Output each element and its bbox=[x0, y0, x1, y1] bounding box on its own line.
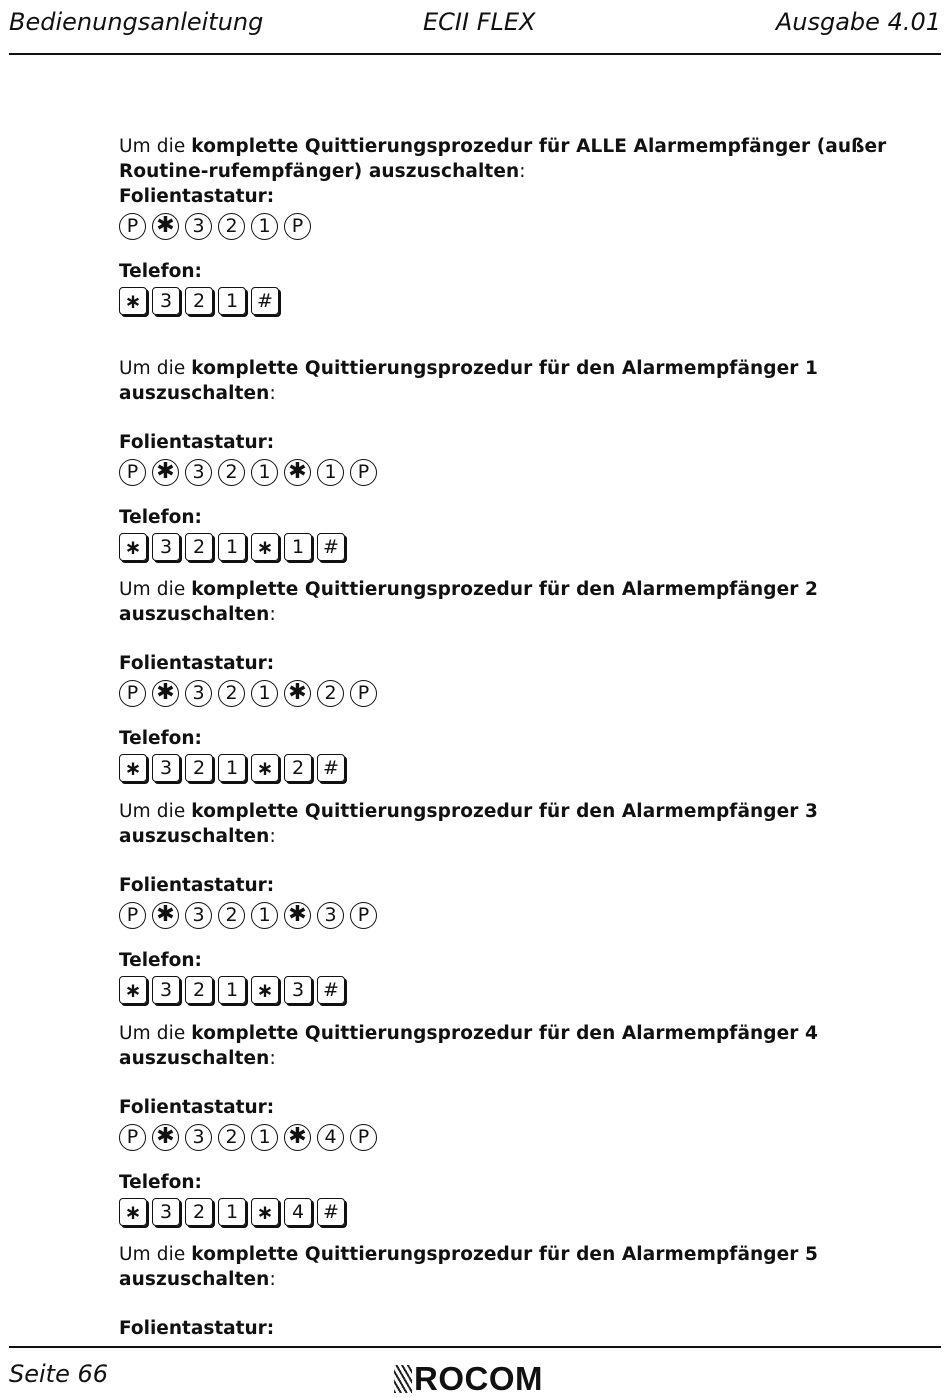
phone-star-key: ∗ bbox=[119, 1198, 147, 1226]
receiver-number: 1 bbox=[805, 358, 819, 379]
phone-digit-key: 1 bbox=[284, 533, 312, 561]
telefon-label: Telefon: bbox=[119, 261, 202, 282]
folientastatur-label: Folientastatur: bbox=[119, 432, 275, 453]
membrane-digit-key: 3 bbox=[185, 680, 212, 707]
membrane-star-key: ✱ bbox=[152, 680, 179, 707]
receiver-number: 5 bbox=[805, 1244, 819, 1265]
phone-star-key: ∗ bbox=[251, 754, 279, 782]
membrane-star-key: ✱ bbox=[152, 213, 179, 240]
instruction-sentence bbox=[119, 1021, 934, 1071]
membrane-p-key: P bbox=[350, 1124, 377, 1151]
membrane-digit-key: 1 bbox=[251, 459, 278, 486]
phone-hash-key: # bbox=[317, 533, 345, 561]
phone-digit-key: 2 bbox=[185, 976, 213, 1004]
membrane-p-key: P bbox=[350, 902, 377, 929]
membrane-p-key: P bbox=[119, 902, 146, 929]
instruction-block bbox=[119, 1242, 934, 1341]
sentence-emphasis-text: auszuschalten bbox=[119, 1269, 270, 1290]
membrane-star-key: ✱ bbox=[152, 459, 179, 486]
membrane-digit-key: 1 bbox=[317, 459, 344, 486]
sentence-emphasis-text: komplette Quittierungsprozedur für den Alarmempfänger bbox=[191, 358, 806, 379]
phone-digit-key: 2 bbox=[185, 533, 213, 561]
logo-wordmark: ROCOM bbox=[414, 1360, 543, 1397]
membrane-digit-key: 1 bbox=[251, 902, 278, 929]
phone-star-key: ∗ bbox=[251, 533, 279, 561]
membrane-key-sequence bbox=[119, 676, 934, 710]
sentence-emphasis-text: komplette Quittierungsprozedur für den Alarmempfänger bbox=[191, 1244, 806, 1265]
membrane-digit-key: 2 bbox=[218, 459, 245, 486]
phone-star-key: ∗ bbox=[119, 287, 147, 315]
phone-key-sequence bbox=[119, 751, 934, 785]
sentence-emphasis bbox=[119, 358, 818, 404]
phone-digit-key: 1 bbox=[218, 754, 246, 782]
membrane-p-key: P bbox=[119, 1124, 146, 1151]
phone-hash-key: # bbox=[317, 754, 345, 782]
instruction-block bbox=[119, 134, 934, 318]
instruction-block bbox=[119, 799, 934, 1007]
instruction-sentence bbox=[119, 356, 934, 406]
membrane-star-key: ✱ bbox=[284, 459, 311, 486]
phone-digit-key: 3 bbox=[284, 976, 312, 1004]
sentence-emphasis bbox=[119, 1244, 818, 1290]
sentence-end: : bbox=[269, 604, 276, 625]
folientastatur-label: Folientastatur: bbox=[119, 875, 275, 896]
phone-digit-key: 2 bbox=[185, 1198, 213, 1226]
phone-digit-key: 4 bbox=[284, 1198, 312, 1226]
membrane-star-key: ✱ bbox=[284, 680, 311, 707]
instruction-sentence bbox=[119, 799, 934, 849]
page-header bbox=[9, 8, 941, 42]
sentence-end: : bbox=[269, 826, 276, 847]
sentence-emphasis-text: auszuschalten bbox=[119, 383, 270, 404]
membrane-digit-key: 3 bbox=[185, 902, 212, 929]
receiver-number: 3 bbox=[805, 801, 819, 822]
sentence-lead: Um die bbox=[119, 358, 192, 379]
phone-key-sequence bbox=[119, 530, 934, 564]
membrane-digit-key: 1 bbox=[251, 213, 278, 240]
phone-digit-key: 3 bbox=[152, 754, 180, 782]
folientastatur-label: Folientastatur: bbox=[119, 653, 275, 674]
instruction-block bbox=[119, 356, 934, 564]
phone-digit-key: 2 bbox=[185, 287, 213, 315]
rocom-logo bbox=[394, 1360, 543, 1398]
sentence-lead: Um die bbox=[119, 1023, 192, 1044]
sentence-emphasis bbox=[119, 1023, 818, 1069]
phone-digit-key: 3 bbox=[152, 1198, 180, 1226]
membrane-digit-key: 3 bbox=[317, 902, 344, 929]
membrane-digit-key: 2 bbox=[218, 902, 245, 929]
phone-key-sequence bbox=[119, 284, 934, 318]
sentence-emphasis-text: komplette Quittierungsprozedur für den Alarmempfänger bbox=[191, 579, 806, 600]
membrane-digit-key: 1 bbox=[251, 680, 278, 707]
header-rule bbox=[9, 53, 941, 55]
telefon-label: Telefon: bbox=[119, 507, 202, 528]
sentence-end: : bbox=[269, 1048, 276, 1069]
sentence-lead: Um die bbox=[119, 136, 192, 157]
phone-hash-key: # bbox=[317, 976, 345, 1004]
phone-digit-key: 3 bbox=[152, 533, 180, 561]
phone-digit-key: 1 bbox=[218, 1198, 246, 1226]
membrane-p-key: P bbox=[284, 213, 311, 240]
sentence-end: : bbox=[269, 1269, 276, 1290]
membrane-digit-key: 3 bbox=[185, 459, 212, 486]
phone-star-key: ∗ bbox=[119, 533, 147, 561]
sentence-lead: Um die bbox=[119, 1244, 192, 1265]
telefon-label: Telefon: bbox=[119, 950, 202, 971]
sentence-emphasis-text: auszuschalten bbox=[119, 604, 270, 625]
receiver-number: 4 bbox=[805, 1023, 819, 1044]
telefon-label: Telefon: bbox=[119, 1172, 202, 1193]
membrane-digit-key: 2 bbox=[218, 680, 245, 707]
membrane-digit-key: 2 bbox=[317, 680, 344, 707]
phone-digit-key: 1 bbox=[218, 287, 246, 315]
membrane-p-key: P bbox=[350, 459, 377, 486]
membrane-digit-key: 3 bbox=[185, 1124, 212, 1151]
phone-star-key: ∗ bbox=[119, 754, 147, 782]
instruction-block bbox=[119, 1021, 934, 1229]
membrane-digit-key: 2 bbox=[218, 213, 245, 240]
phone-key-sequence bbox=[119, 973, 934, 1007]
phone-star-key: ∗ bbox=[251, 976, 279, 1004]
membrane-key-sequence bbox=[119, 898, 934, 932]
membrane-star-key: ✱ bbox=[284, 902, 311, 929]
header-edition: Ausgabe 4.01 bbox=[775, 8, 941, 36]
membrane-key-sequence bbox=[119, 1120, 934, 1154]
phone-digit-key: 2 bbox=[284, 754, 312, 782]
membrane-digit-key: 4 bbox=[317, 1124, 344, 1151]
sentence-emphasis bbox=[119, 579, 818, 625]
sentence-end: : bbox=[269, 383, 276, 404]
page-number: Seite 66 bbox=[9, 1360, 109, 1388]
membrane-star-key: ✱ bbox=[284, 1124, 311, 1151]
sentence-emphasis: komplette Quittierungsprozedur für ALLE Alarmempfänger (außer Routine-rufempfänger) auszuschalten bbox=[119, 136, 887, 182]
sentence-emphasis-text: komplette Quittierungsprozedur für den Alarmempfänger bbox=[191, 1023, 806, 1044]
instruction-sentence bbox=[119, 134, 934, 184]
membrane-digit-key: 1 bbox=[251, 1124, 278, 1151]
membrane-key-sequence bbox=[119, 455, 934, 489]
instruction-sentence bbox=[119, 577, 934, 627]
phone-hash-key: # bbox=[317, 1198, 345, 1226]
folientastatur-label: Folientastatur: bbox=[119, 186, 275, 207]
membrane-p-key: P bbox=[350, 680, 377, 707]
footer-rule bbox=[9, 1346, 941, 1348]
phone-digit-key: 2 bbox=[185, 754, 213, 782]
header-title: Bedienungsanleitung bbox=[9, 8, 264, 36]
folientastatur-label: Folientastatur: bbox=[119, 1097, 275, 1118]
membrane-star-key: ✱ bbox=[152, 1124, 179, 1151]
phone-hash-key: # bbox=[251, 287, 279, 315]
receiver-number: 2 bbox=[805, 579, 819, 600]
membrane-digit-key: 2 bbox=[218, 1124, 245, 1151]
instruction-sentence bbox=[119, 1242, 934, 1292]
sentence-emphasis bbox=[119, 801, 818, 847]
phone-key-sequence bbox=[119, 1195, 934, 1229]
phone-digit-key: 3 bbox=[152, 287, 180, 315]
phone-star-key: ∗ bbox=[251, 1198, 279, 1226]
membrane-p-key: P bbox=[119, 213, 146, 240]
phone-star-key: ∗ bbox=[119, 976, 147, 1004]
logo-mark-icon bbox=[394, 1365, 412, 1393]
phone-digit-key: 1 bbox=[218, 976, 246, 1004]
membrane-digit-key: 3 bbox=[185, 213, 212, 240]
membrane-key-sequence bbox=[119, 209, 934, 243]
membrane-p-key: P bbox=[119, 680, 146, 707]
membrane-star-key: ✱ bbox=[152, 902, 179, 929]
header-product: ECII FLEX bbox=[423, 8, 536, 36]
sentence-emphasis-text: komplette Quittierungsprozedur für den Alarmempfänger bbox=[191, 801, 806, 822]
instruction-block bbox=[119, 577, 934, 785]
folientastatur-label: Folientastatur: bbox=[119, 1318, 275, 1339]
sentence-lead: Um die bbox=[119, 579, 192, 600]
sentence-emphasis-text: auszuschalten bbox=[119, 1048, 270, 1069]
sentence-emphasis-text: auszuschalten bbox=[119, 826, 270, 847]
telefon-label: Telefon: bbox=[119, 728, 202, 749]
phone-digit-key: 1 bbox=[218, 533, 246, 561]
sentence-lead: Um die bbox=[119, 801, 192, 822]
membrane-p-key: P bbox=[119, 459, 146, 486]
phone-digit-key: 3 bbox=[152, 976, 180, 1004]
sentence-end: : bbox=[519, 161, 526, 182]
